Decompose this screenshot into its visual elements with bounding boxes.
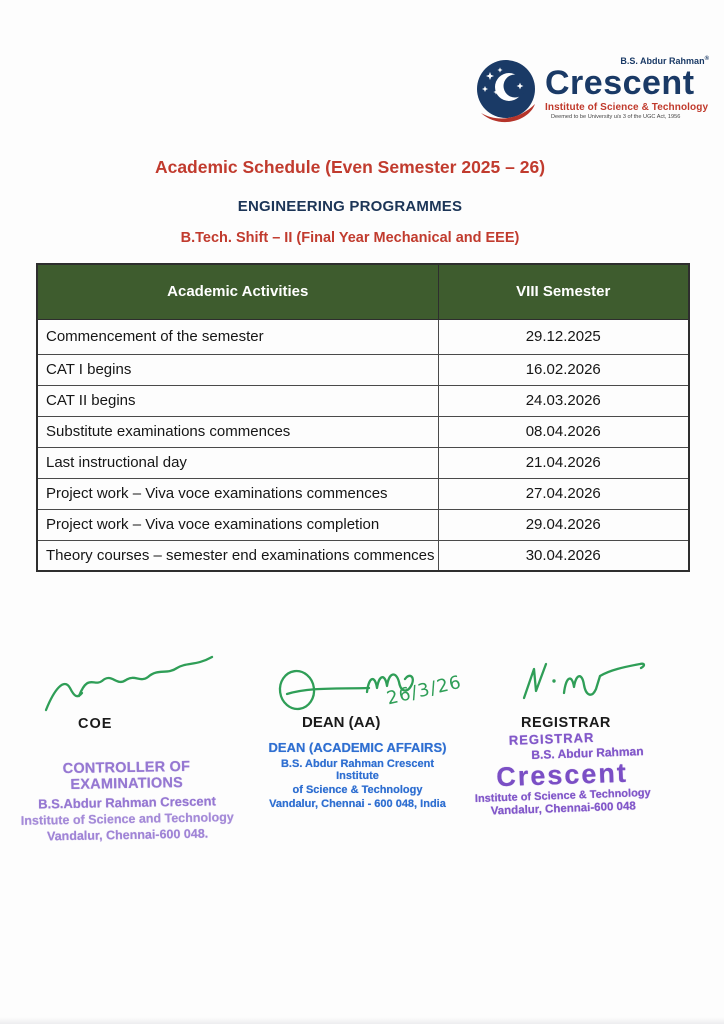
stamp-line: Vandalur, Chennai - 600 048, India [269,798,446,810]
column-header-semester: VIII Semester [438,264,689,319]
page-title: Academic Schedule (Even Semester 2025 – 26) [154,157,546,177]
logo-brand-name: Crescent [545,64,695,102]
date-cell: 08.04.2026 [438,416,689,447]
table-header-row [37,264,689,319]
scan-bottom-edge [0,1017,724,1024]
stamp-brand: Crescent [495,757,629,793]
dean-signature-label: DEAN (AA) [302,714,381,731]
activity-cell: Last instructional day [37,447,438,478]
crescent-moon-stars-icon [472,58,542,128]
logo-brand-small-text: B.S. Abdur Rahman [620,56,705,66]
date-cell: 21.04.2026 [438,447,689,478]
table-row [37,540,689,571]
activity-cell: CAT I begins [37,354,438,385]
coe-signature-icon [40,646,220,718]
stamp-line: CONTROLLER OF EXAMINATIONS [62,758,191,793]
column-header-activities: Academic Activities [37,264,438,319]
coe-office-stamp [17,758,236,844]
stamp-line: Institute of Science & Technology [474,787,651,806]
programme-heading: ENGINEERING PROGRAMMES [237,198,463,215]
activity-cell: Project work – Viva voce examinations commences [37,478,438,509]
registered-trademark-icon: ® [704,56,709,62]
stamp-line: DEAN (ACADEMIC AFFAIRS) [268,740,447,755]
institution-logo [472,56,712,134]
registrar-office-stamp [465,728,660,819]
table-row [37,509,689,540]
table-row [37,416,689,447]
registrar-signature-icon [512,650,652,712]
stamp-line: B.S. Abdur Rahman Crescent Institute [280,758,434,782]
academic-schedule-table [36,263,690,572]
table-row [37,447,689,478]
batch-heading: B.Tech. Shift – II (Final Year Mechanical and EEE) [180,230,520,246]
table-row [37,385,689,416]
coe-signature-label: COE [78,716,113,732]
logo-subtitle: Institute of Science & Technology [545,101,709,113]
stamp-line: Vandalur, Chennai-600 048. [46,826,209,844]
registrar-signature-label: REGISTRAR [521,715,611,731]
date-cell: 30.04.2026 [438,540,689,571]
date-cell: 29.12.2025 [438,319,689,354]
table-row [37,354,689,385]
date-cell: 24.03.2026 [438,385,689,416]
activity-cell: Substitute examinations commences [37,416,438,447]
activity-cell: Project work – Viva voce examinations completion [37,509,438,540]
table-row [37,478,689,509]
dean-signature-date: 26/3/26 [384,671,464,710]
activity-cell: CAT II begins [37,385,438,416]
date-cell: 29.04.2026 [438,509,689,540]
stamp-line: B.S.Abdur Rahman Crescent [38,793,216,812]
activity-cell: Theory courses – semester end examinations commences [37,540,438,571]
stamp-line: B.S. Abdur Rahman [531,744,644,763]
activity-cell: Commencement of the semester [37,319,438,354]
date-cell: 16.02.2026 [438,354,689,385]
logo-text-block [545,56,711,120]
stamp-line: REGISTRAR [508,729,595,748]
stamp-line: Vandalur, Chennai-600 048 [490,800,636,818]
dean-office-stamp [260,740,455,810]
stamp-line: Institute of Science and Technology [20,810,234,828]
date-cell: 27.04.2026 [438,478,689,509]
logo-tagline: Deemed to be University u/s 3 of the UGC Act, 1956 [551,113,681,120]
stamp-line: of Science & Technology [292,784,423,796]
table-row [37,319,689,354]
